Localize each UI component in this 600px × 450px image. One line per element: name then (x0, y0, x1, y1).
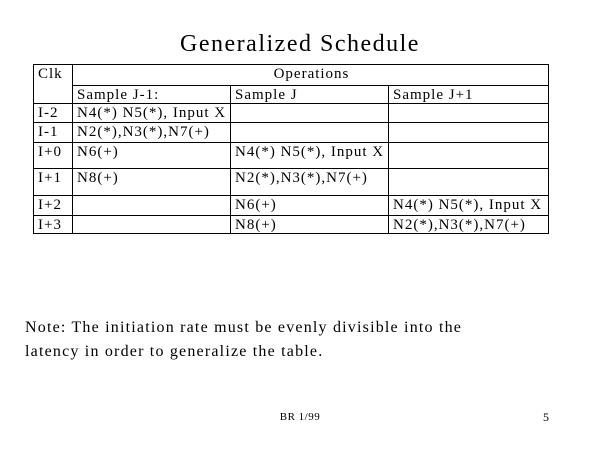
clk-cell: I+1 (34, 169, 73, 196)
note-text: Note: The initiation rate must be evenly divisible into the latency in order to generalize the table. (25, 319, 463, 360)
operation-cell (389, 143, 549, 169)
operation-cell (231, 123, 389, 143)
operation-cell: N8(+) (73, 169, 231, 196)
operation-cell: N6(+) (231, 196, 389, 216)
column-header-sample-j: Sample J (231, 86, 389, 104)
page-number: 5 (543, 410, 549, 424)
table-row (34, 169, 549, 196)
operation-cell: N8(+) (231, 216, 389, 234)
operation-cell: N4(*) N5(*), Input X (73, 104, 231, 123)
operation-cell: N4(*) N5(*), Input X (389, 196, 549, 216)
operation-cell (73, 196, 231, 216)
page-title: Generalized Schedule (180, 31, 420, 57)
operation-cell (231, 104, 389, 123)
table-row (34, 216, 549, 234)
column-header-clk: Clk (34, 65, 73, 104)
clk-cell: I+3 (34, 216, 73, 234)
operation-cell (389, 123, 549, 143)
footer-credit: BR 1/99 (279, 411, 321, 423)
operation-cell: N2(*),N3(*),N7(+) (231, 169, 389, 196)
clk-cell: I-1 (34, 123, 73, 143)
operation-cell (389, 104, 549, 123)
table-row (34, 196, 549, 216)
operation-cell (389, 169, 549, 196)
header-row-operations (34, 65, 549, 86)
column-header-operations: Operations (73, 65, 549, 86)
clk-cell: I+0 (34, 143, 73, 169)
clk-cell: I-2 (34, 104, 73, 123)
column-header-sample-j-plus-1: Sample J+1 (389, 86, 549, 104)
table-row (34, 143, 549, 169)
header-row-samples (34, 86, 549, 104)
operation-cell (73, 216, 231, 234)
operation-cell: N2(*),N3(*),N7(+) (73, 123, 231, 143)
operation-cell: N6(+) (73, 143, 231, 169)
column-header-sample-j-minus-1: Sample J-1: (73, 86, 231, 104)
schedule-table (33, 64, 549, 234)
table-row (34, 123, 549, 143)
clk-cell: I+2 (34, 196, 73, 216)
operation-cell: N2(*),N3(*),N7(+) (389, 216, 549, 234)
operation-cell: N4(*) N5(*), Input X (231, 143, 389, 169)
table-row (34, 104, 549, 123)
